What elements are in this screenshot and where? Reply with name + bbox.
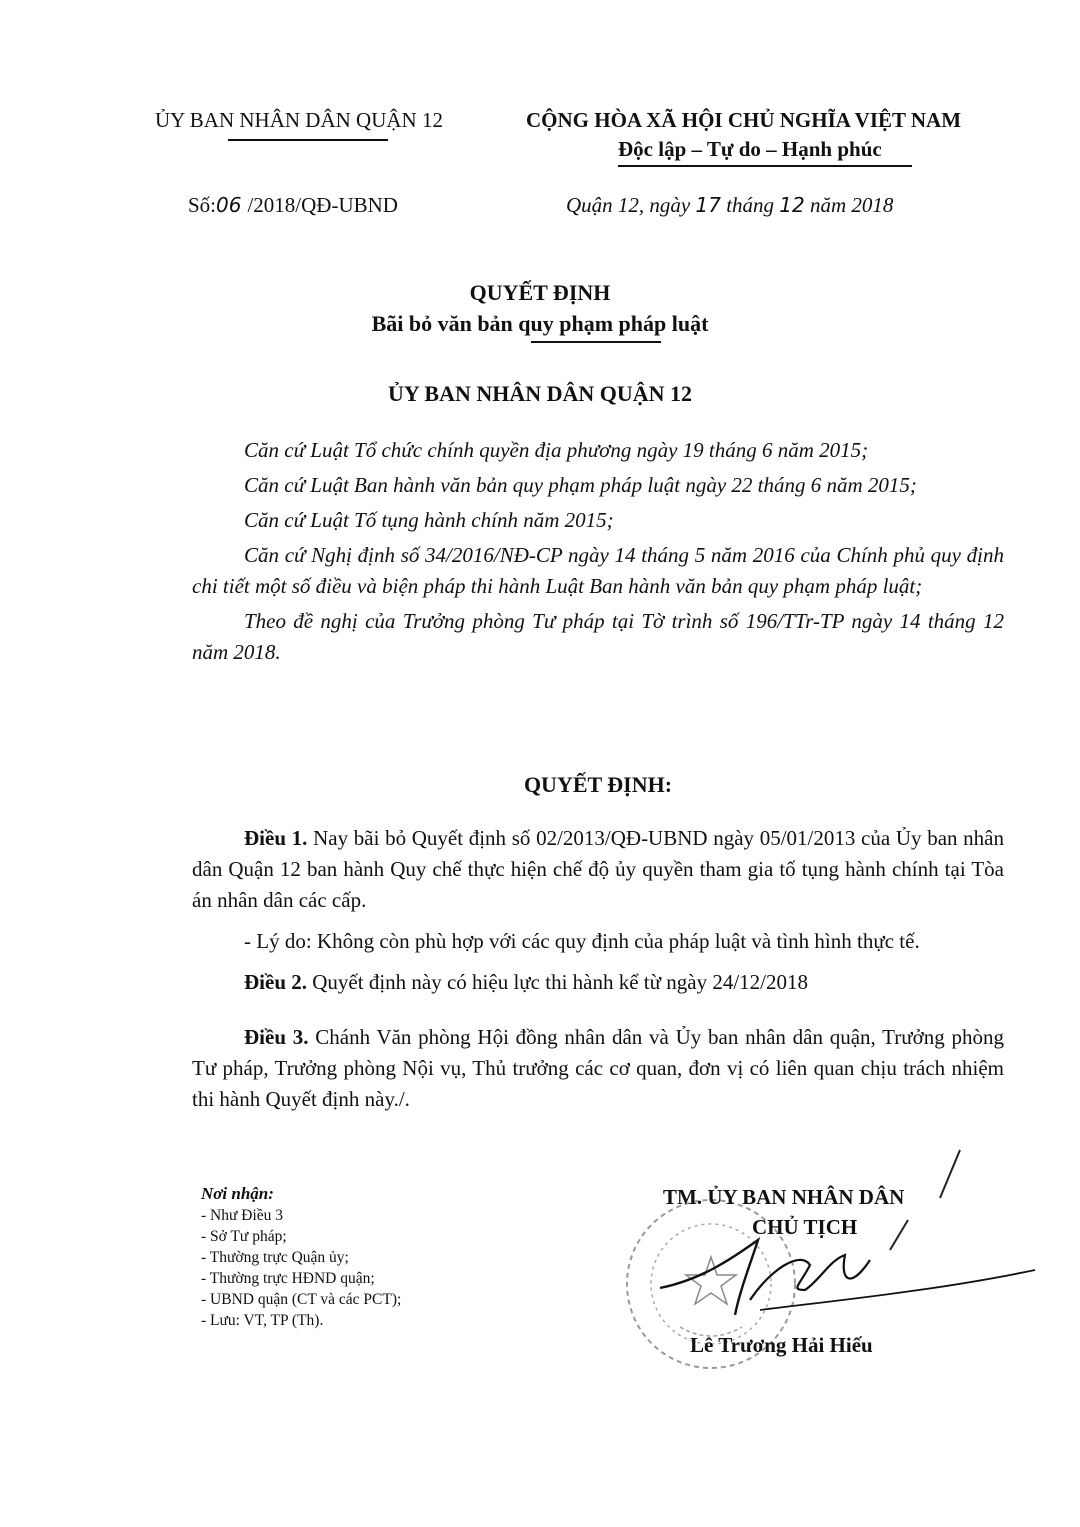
date-prefix: Quận 12, ngày	[566, 193, 691, 217]
document-date	[566, 192, 893, 218]
number-prefix: Số:	[188, 193, 217, 217]
article-3	[192, 1022, 1004, 1115]
subtitle-underline	[531, 341, 661, 343]
legal-grounds	[192, 435, 1004, 668]
recipient-item: - Thường trực Quận ủy;	[201, 1249, 349, 1266]
issuing-agency: ỦY BAN NHÂN DÂN QUẬN 12	[155, 108, 443, 132]
article-2-text: Quyết định này có hiệu lực thi hành kể từ ngày 24/12/2018	[307, 970, 809, 994]
issuer-heading: ỦY BAN NHÂN DÂN QUẬN 12	[387, 381, 693, 406]
handwritten-month: 12	[779, 193, 805, 217]
article-1	[192, 823, 1004, 916]
handwritten-signature	[640, 1140, 1040, 1340]
document-subtitle: Bãi bỏ văn bản quy phạm pháp luật	[371, 311, 709, 336]
recipient-item: - Lưu: VT, TP (Th).	[201, 1312, 324, 1329]
month-label: tháng	[726, 193, 775, 217]
year-label: năm 2018	[810, 193, 894, 217]
republic-title: CỘNG HÒA XÃ HỘI CHỦ NGHĨA VIỆT NAM	[526, 108, 962, 132]
article-1-text: Nay bãi bỏ Quyết định số 02/2013/QĐ-UBND ngày 05/01/2013 của Ủy ban nhân dân Quận 12 ban hành Quy chế thực hiện chế độ ủy quyền tham gia tố tụng hành chính tại Tòa án nhân dân các cấp.	[192, 826, 1005, 912]
handwritten-number: 06	[216, 193, 242, 217]
agency-underline	[228, 139, 388, 141]
ground-item: Theo đề nghị của Trưởng phòng Tư pháp tại Tờ trình số 196/TTr-TP ngày 14 tháng 12 năm 2018.	[192, 609, 1004, 664]
ground-item: Căn cứ Nghị định số 34/2016/NĐ-CP ngày 14 tháng 5 năm 2016 của Chính phủ quy định chi tiết một số điều và biện pháp thi hành Luật Ban hành văn bản quy phạm pháp luật;	[192, 543, 1004, 598]
motto-underline	[618, 165, 912, 167]
article-1-reason: - Lý do: Không còn phù hợp với các quy định của pháp luật và tình hình thực tế.	[244, 929, 920, 953]
recipient-item: - UBND quận (CT và các PCT);	[201, 1291, 402, 1308]
document-number	[188, 192, 398, 218]
ground-item: Căn cứ Luật Tổ chức chính quyền địa phương ngày 19 tháng 6 năm 2015;	[244, 438, 869, 462]
article-3-label: Điều 3.	[244, 1025, 309, 1049]
signature-on-behalf: TM. ỦY BAN NHÂN DÂN	[663, 1185, 905, 1209]
ground-item: Căn cứ Luật Ban hành văn bản quy phạm pháp luật ngày 22 tháng 6 năm 2015;	[244, 473, 917, 497]
document-title: QUYẾT ĐỊNH	[469, 280, 611, 305]
number-suffix: /2018/QĐ-UBND	[247, 193, 398, 217]
article-3-text: Chánh Văn phòng Hội đồng nhân dân và Ủy ban nhân dân quận, Trưởng phòng Tư pháp, Trưởng phòng Nội vụ, Thủ trưởng các cơ quan, đơn vị có liên quan chịu trách nhiệm thi hành Quyết định này./.	[192, 1025, 1004, 1111]
handwritten-day: 17	[695, 193, 721, 217]
recipients-block	[201, 1182, 521, 1331]
articles	[192, 823, 1004, 1115]
article-1-label: Điều 1.	[244, 826, 308, 850]
signature-position: CHỦ TỊCH	[752, 1215, 858, 1239]
signer-name: Lê Trương Hải Hiếu	[690, 1333, 873, 1357]
article-2-label: Điều 2.	[244, 970, 307, 994]
recipient-item: - Sở Tư pháp;	[201, 1228, 287, 1245]
decide-heading: QUYẾT ĐỊNH:	[523, 772, 673, 797]
national-motto: Độc lập – Tự do – Hạnh phúc	[618, 137, 882, 161]
article-2	[192, 967, 1004, 998]
ground-item: Căn cứ Luật Tố tụng hành chính năm 2015;	[244, 508, 614, 532]
recipient-item: - Như Điều 3	[201, 1207, 284, 1224]
recipients-title: Nơi nhận:	[201, 1184, 274, 1203]
recipient-item: - Thường trực HĐND quận;	[201, 1270, 375, 1287]
